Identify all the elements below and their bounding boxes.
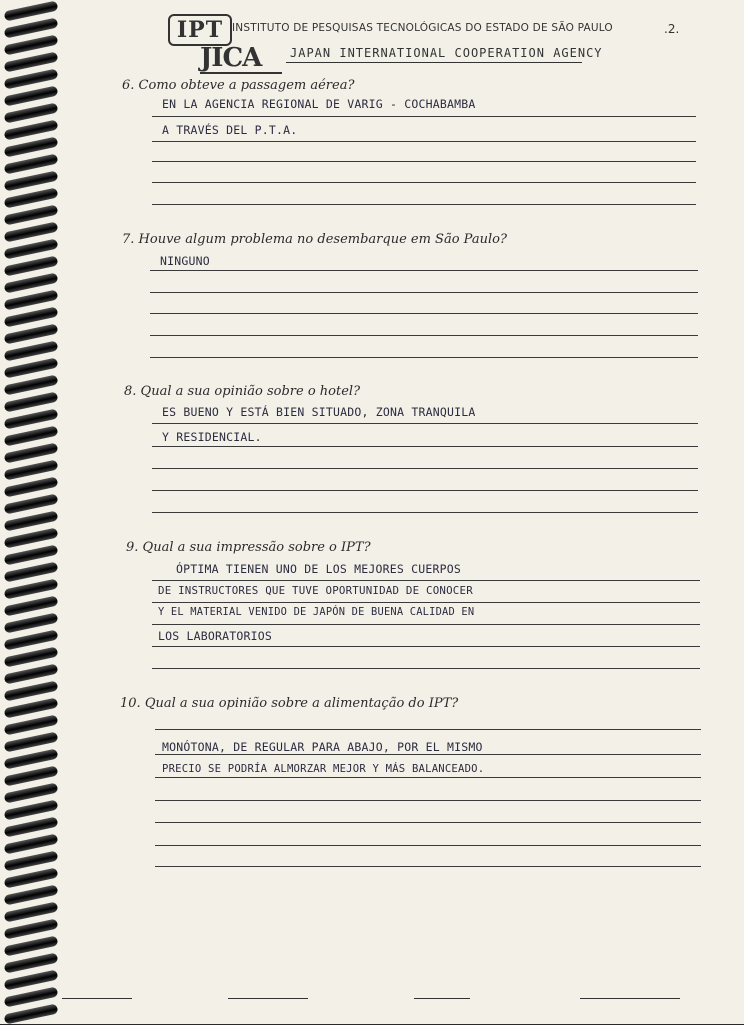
answer-rule [150, 313, 698, 314]
answer-9-line-3: Y EL MATERIAL VENIDO DE JAPÓN DE BUENA CALIDAD EN [158, 606, 475, 618]
question-text: Qual a sua opinião sobre o hotel? [140, 384, 361, 399]
answer-rule [152, 602, 700, 603]
answer-rule [155, 754, 701, 755]
footer-rule [580, 998, 680, 999]
answer-8-line-2: Y RESIDENCIAL. [162, 430, 262, 444]
jica-logo: JICA [200, 44, 282, 74]
answer-rule [152, 182, 696, 183]
question-8 [124, 384, 360, 399]
question-text: Qual a sua opinião sobre a alimentação do IPT? [144, 696, 459, 711]
answer-7-line-1: NINGUNO [160, 254, 210, 268]
answer-rule [152, 646, 700, 647]
answer-rule [155, 800, 701, 801]
question-number: 10. [120, 696, 141, 711]
answer-rule [152, 512, 698, 513]
answer-rule [152, 580, 700, 581]
answer-rule [152, 490, 698, 491]
answer-9-line-1: ÓPTIMA TIENEN UNO DE LOS MEJORES CUERPOS [176, 562, 461, 576]
answer-rule [152, 668, 700, 669]
footer-rule [228, 998, 308, 999]
spiral-binding [0, 0, 60, 1024]
answer-rule [152, 624, 700, 625]
answer-9-line-4: LOS LABORATORIOS [158, 629, 272, 643]
ipt-institution-name: INSTITUTO DE PESQUISAS TECNOLÓGICAS DO ESTADO DE SÃO PAULO [232, 22, 613, 34]
question-text: Como obteve a passagem aérea? [138, 78, 355, 93]
question-text: Houve algum problema no desembarque em São Paulo? [138, 232, 507, 247]
answer-6-line-1: EN LA AGENCIA REGIONAL DE VARIG - COCHABAMBA [162, 97, 476, 111]
footer-rule [62, 998, 132, 999]
question-number: 6. [122, 78, 135, 93]
question-9 [126, 540, 371, 555]
page-number: .2. [664, 22, 680, 36]
answer-rule [152, 116, 696, 117]
answer-rule [150, 335, 698, 336]
answer-rule [152, 468, 698, 469]
answer-rule [152, 446, 698, 447]
answer-rule [155, 729, 701, 730]
question-number: 9. [126, 540, 139, 555]
question-text: Qual a sua impressão sobre o IPT? [142, 540, 371, 555]
header-divider [286, 62, 582, 63]
answer-9-line-2: DE INSTRUCTORES QUE TUVE OPORTUNIDAD DE CONOCER [158, 584, 473, 597]
answer-10-line-2: PRECIO SE PODRÍA ALMORZAR MEJOR Y MÁS BALANCEADO. [162, 763, 485, 775]
answer-rule [155, 822, 701, 823]
answer-rule [150, 292, 698, 293]
answer-10-line-1: MONÓTONA, DE REGULAR PARA ABAJO, POR EL MISMO [162, 740, 483, 754]
question-7 [122, 232, 507, 247]
answer-8-line-1: ES BUENO Y ESTÁ BIEN SITUADO, ZONA TRANQUILA [162, 405, 476, 419]
answer-rule [152, 141, 696, 142]
answer-rule [152, 423, 698, 424]
answer-rule [155, 866, 701, 867]
answer-rule [150, 357, 698, 358]
binding-coil [4, 1003, 59, 1024]
ipt-logo: IPT [168, 14, 232, 46]
answer-rule [155, 845, 701, 846]
answer-6-line-2: A TRAVÉS DEL P.T.A. [162, 123, 298, 137]
question-number: 7. [122, 232, 135, 247]
question-6 [122, 78, 354, 93]
question-number: 8. [124, 384, 137, 399]
answer-rule [152, 161, 696, 162]
answer-rule [150, 270, 698, 271]
answer-rule [155, 777, 701, 778]
answer-rule [152, 204, 696, 205]
question-10 [120, 696, 458, 711]
jica-agency-name: JAPAN INTERNATIONAL COOPERATION AGENCY [290, 46, 603, 60]
footer-rule [414, 998, 470, 999]
